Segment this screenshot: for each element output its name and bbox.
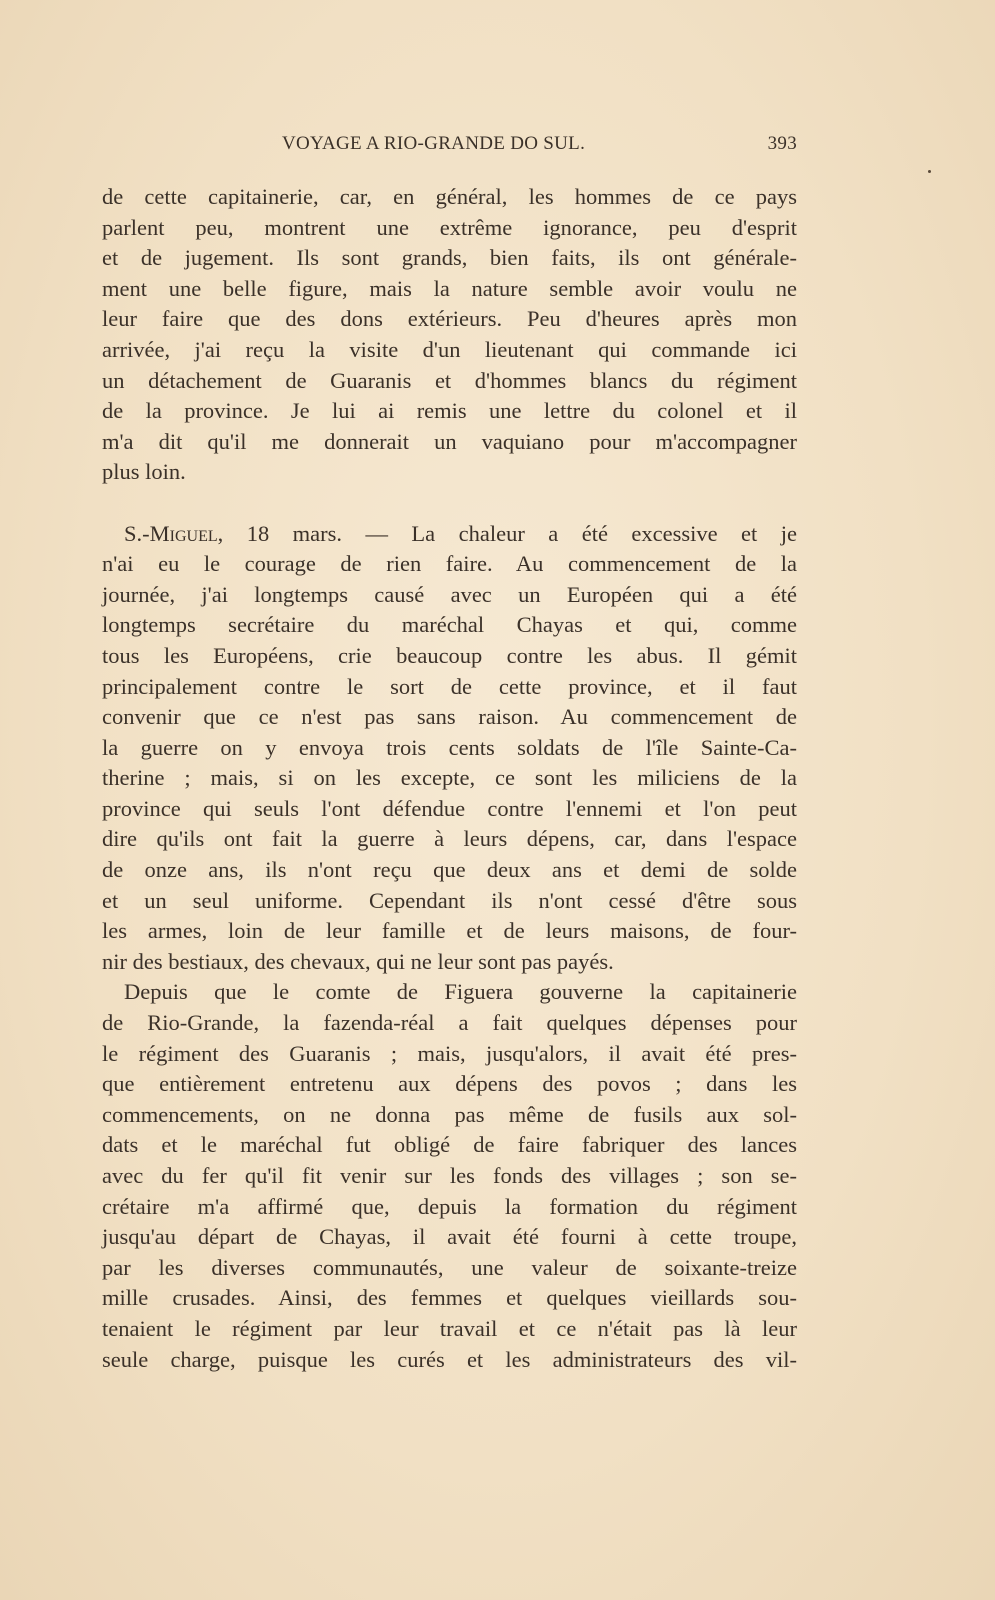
paragraph-1: [102, 182, 797, 488]
text-line: longtemps secrétaire du maréchal Chayas et qui, comme: [102, 612, 797, 638]
body-text: [102, 182, 797, 1375]
text-line: m'a dit qu'il me donnerait un vaquiano pour m'accompagner: [102, 428, 797, 454]
text-line: mille crusades. Ainsi, des femmes et quelques vieillards sou-: [102, 1285, 797, 1311]
text-line: province qui seuls l'ont défendue contre l'ennemi et l'on peut: [102, 795, 797, 821]
paragraph-2: [102, 519, 797, 978]
text-line: convenir que ce n'est pas sans raison. Au commencement de: [102, 704, 797, 730]
text-line: arrivée, j'ai reçu la visite d'un lieutenant qui commande ici: [102, 336, 797, 362]
text-line: le régiment des Guaranis ; mais, jusqu'alors, il avait été pres-: [102, 1040, 797, 1066]
text-line: tenaient le régiment par leur travail et ce n'était pas là leur: [102, 1315, 797, 1341]
text-line: un détachement de Guaranis et d'hommes blancs du régiment: [102, 367, 797, 393]
text-line: therine ; mais, si on les excepte, ce sont les miliciens de la: [102, 765, 797, 791]
text-line: leur faire que des dons extérieurs. Peu d'heures après mon: [102, 306, 797, 332]
text-line: de onze ans, ils n'ont reçu que deux ans et demi de solde: [102, 857, 797, 883]
text-line: et un seul uniforme. Cependant ils n'ont cessé d'être sous: [102, 887, 797, 913]
entry-first-line: , 18 mars. — La chaleur a été excessive et je: [217, 520, 797, 546]
running-title: VOYAGE A RIO-GRANDE DO SUL.: [282, 133, 586, 154]
text-line: avec du fer qu'il fit venir sur les fonds des villages ; son se-: [102, 1163, 797, 1188]
text-line: ment une belle figure, mais la nature semble avoir voulu ne: [102, 275, 797, 301]
text-line: de cette capitainerie, car, en général, les hommes de ce pays: [102, 184, 797, 209]
text-line: tous les Européens, crie beaucoup contre les abus. Il gémit: [102, 642, 797, 668]
text-line: principalement contre le sort de cette province, et il faut: [102, 673, 797, 699]
text-line: de Rio-Grande, la fazenda-réal a fait quelques dépenses pour: [102, 1010, 797, 1036]
text-line: commencements, on ne donna pas même de fusils aux sol-: [102, 1101, 797, 1127]
page-number: 393: [767, 133, 797, 154]
text-line: parlent peu, montrent une extrême ignorance, peu d'esprit: [102, 214, 797, 240]
text-line: de la province. Je lui ai remis une lettre du colonel et il: [102, 398, 797, 424]
paragraph-gap: [102, 488, 797, 519]
text-line: dats et le maréchal fut obligé de faire fabriquer des lances: [102, 1132, 797, 1158]
text-line: et de jugement. Ils sont grands, bien faits, ils ont générale-: [102, 245, 797, 271]
paragraph-3: [102, 977, 797, 1375]
text-line: jusqu'au départ de Chayas, il avait été fourni à cette troupe,: [102, 1224, 797, 1250]
entry-heading: S.-Miguel: [124, 520, 218, 546]
text-line: n'ai eu le courage de rien faire. Au commencement de la: [102, 551, 797, 577]
text-line: seule charge, puisque les curés et les administrateurs des vil-: [102, 1346, 797, 1372]
text-line: dire qu'ils ont fait la guerre à leurs dépens, car, dans l'espace: [102, 826, 797, 852]
text-line: crétaire m'a affirmé que, depuis la formation du régiment: [102, 1193, 797, 1219]
text-line: [102, 519, 797, 550]
text-line: par les diverses communautés, une valeur de soixante-treize: [102, 1254, 797, 1280]
running-header: [102, 131, 797, 159]
text-line: que entièrement entretenu aux dépens des povos ; dans les: [102, 1071, 797, 1097]
text-line: journée, j'ai longtemps causé avec un Européen qui a été: [102, 581, 797, 607]
text-line: plus loin.: [102, 459, 186, 485]
text-line: Depuis que le comte de Figuera gouverne la capitainerie: [124, 979, 797, 1005]
text-line: nir des bestiaux, des chevaux, qui ne leur sont pas payés.: [102, 948, 614, 974]
text-line: les armes, loin de leur famille et de leurs maisons, de four-: [102, 918, 797, 944]
text-line: la guerre on y envoya trois cents soldats de l'île Sainte-Ca-: [102, 734, 797, 760]
speck: [928, 170, 931, 173]
